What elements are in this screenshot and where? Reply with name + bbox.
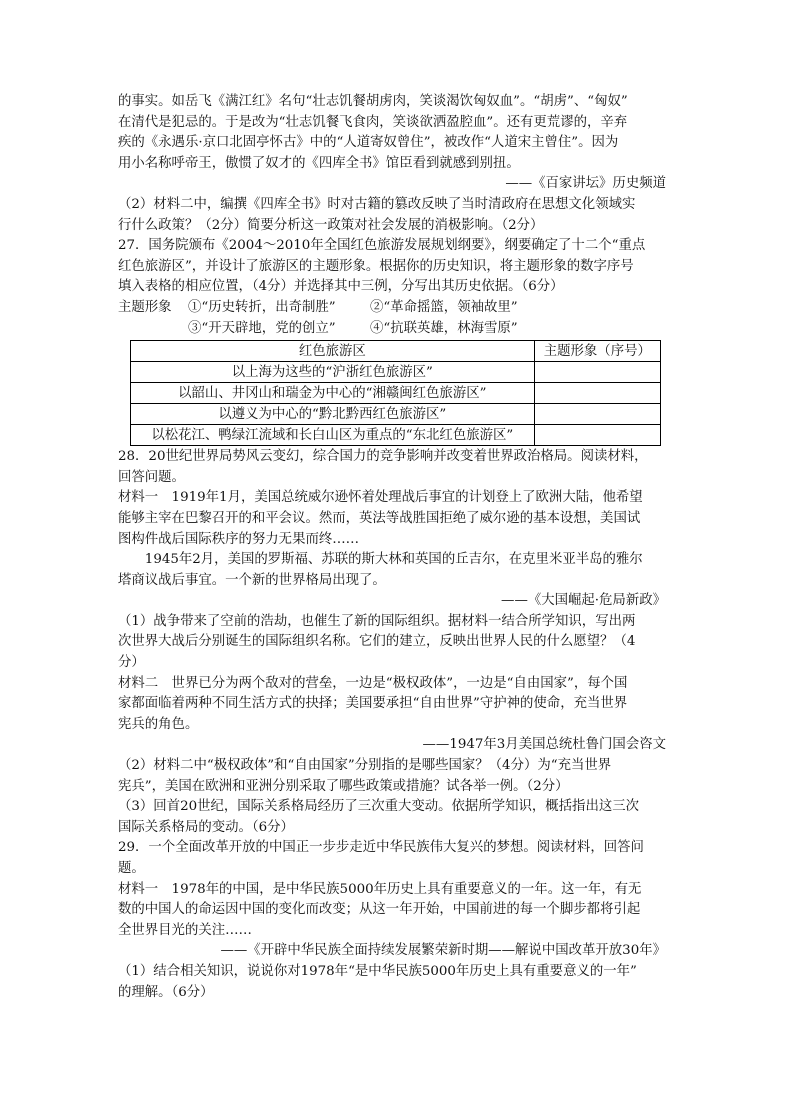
theme-options [118,298,666,339]
answer-cell [534,383,660,404]
text-line: 图构件战后国际秩序的努力无果而终…… [118,531,360,547]
question-line: 行什么政策？（2分）简要分析这一政策对社会发展的消极影响。（2分） [118,217,544,233]
answer-cell [534,404,660,425]
question-line: （2）材料二中“极权政体”和“自由国家”分别指的是哪些国家？（4分）为“充当世界 [118,758,612,774]
question-27: 27．国务院颁布《2004～2010年全国红色旅游发展规划纲要》，纲要确定了十二个“重点 [118,238,646,254]
text-line: 填入表格的相应位置，（4分）并选择其中三例，分写出其历史依据。（6分） [118,279,564,295]
theme-option-3: ③“开天辟地，党的创立” [188,320,336,336]
table-row [131,404,661,425]
source-citation: ——《开辟中华民族全面持续发展繁荣新时期——解说中国改革开放30年》 [220,943,666,959]
table-header-row [131,341,661,362]
source-citation: ——1947年3月美国总统杜鲁门国会咨文 [422,737,666,753]
text-line: 国际关系格局的变动。（6分） [118,819,294,835]
table-cell: 以韶山、井冈山和瑞金为中心的“湘赣闽红色旅游区” [131,383,535,404]
text-line: 全世界目光的关注…… [118,922,252,938]
text-line: 疾的《永遇乐·京口北固亭怀古》中的“人道寄奴曾住”，被改作“人道宋主曾住”。因为 [118,135,619,151]
table-cell: 以松花江、鸭绿江流域和长白山区为重点的“东北红色旅游区” [131,425,535,446]
text-line: 塔商议战后事宜。一个新的世界格局出现了。 [118,572,386,588]
question-line: （1）结合相关知识，说说你对1978年“是中华民族5000年历史上具有重要意义的一年” [118,963,637,979]
material-one: 材料一 1919年1月，美国总统威尔逊怀着处理战后事宜的计划登上了欧洲大陆，他希望 [118,490,643,506]
document-page [118,92,666,1003]
question-line: （2）材料二中，编撰《四库全书》时对古籍的篡改反映了当时清政府在思想文化领域实 [118,196,636,212]
text-line: 红色旅游区”，并设计了旅游区的主题形象。根据你的历史知识，将主题形象的数字序号 [118,258,634,274]
source-citation: ——《大国崛起·危局新政》 [501,593,666,609]
red-tourism-table [130,340,661,446]
text-line: 题。 [118,861,145,876]
source-citation: ——《百家讲坛》历史频道 [505,176,666,192]
material-one: 材料一 1978年的中国，是中华民族5000年历史上具有重要意义的一年。这一年，有无 [118,881,642,897]
table-row [131,383,661,404]
answer-cell [534,362,660,383]
text-line: 1945年2月，美国的罗斯福、苏联的斯大林和英国的丘吉尔，在克里米亚半岛的雅尔 [144,552,643,568]
text-line: 数的中国人的命运因中国的变化而改变；从这一年开始，中国前进的每一个脚步都将引起 [118,902,641,918]
theme-option-4: ④“抗联英雄，林海雪原” [370,320,518,336]
answer-cell [534,425,660,446]
theme-option-1: ①“历史转折，出奇制胜” [188,299,336,315]
question-line: （1）战争带来了空前的浩劫，也催生了新的国际组织。据材料一结合所学知识，写出两 [118,613,636,629]
text-line: 宪兵”，美国在欧洲和亚洲分别采取了哪些政策或措施？试各举一例。（2分） [118,778,569,794]
text-line: 用小名称呼帝王，傲惯了奴才的《四库全书》馆臣看到就感到别扭。 [118,155,520,171]
question-line: （3）回首20世纪，国际关系格局经历了三次重大变动。依据所学知识，概括指出这三次 [118,799,640,815]
text-line: 的事实。如岳飞《满江红》名句“壮志饥餐胡虏肉，笑谈渴饮匈奴血”。“胡虏”、“匈奴” [118,94,628,109]
text-line: 的理解。（6分） [118,984,214,1000]
table-cell: 以遵义为中心的“黔北黔西红色旅游区” [131,404,535,425]
material-two: 材料二 世界已分为两个敌对的营垒，一边是“极权政体”，一边是“自由国家”，每个国 [118,675,628,691]
table-header: 红色旅游区 [131,341,535,362]
text-line: 次世界大战后分别诞生的国际组织名称。它们的建立，反映出世界人民的什么愿望？（4 [118,634,636,650]
theme-option-2: ②“革命摇篮，领袖故里” [370,299,518,315]
table-header: 主题形象（序号） [534,341,660,362]
text-line: 分） [118,655,145,671]
text-line: 宪兵的角色。 [118,716,199,732]
question-29: 29．一个全面改革开放的中国正一步步走近中华民族伟大复兴的梦想。阅读材料，回答问 [118,840,644,856]
question-28: 28．20世纪世界局势风云变幻，综合国力的竞争影响并改变着世界政治格局。阅读材料， [118,449,648,465]
text-line: 在清代是犯忌的。于是改为“壮志饥餐飞食肉，笑谈欲洒盈腔血”。还有更荒谬的，辛弃 [118,114,628,130]
table-row [131,362,661,383]
theme-label: 主题形象 [118,299,172,315]
table-row [131,425,661,446]
text-line: 能够主宰在巴黎召开的和平会议。然而，英法等战胜国拒绝了威尔逊的基本设想，美国试 [118,510,641,526]
text-line: 回答问题。 [118,469,185,485]
table-cell: 以上海为这些的“沪浙红色旅游区” [131,362,535,383]
text-line: 家都面临着两种不同生活方式的抉择；美国要承担“自由世界”守护神的使命，充当世界 [118,696,628,712]
